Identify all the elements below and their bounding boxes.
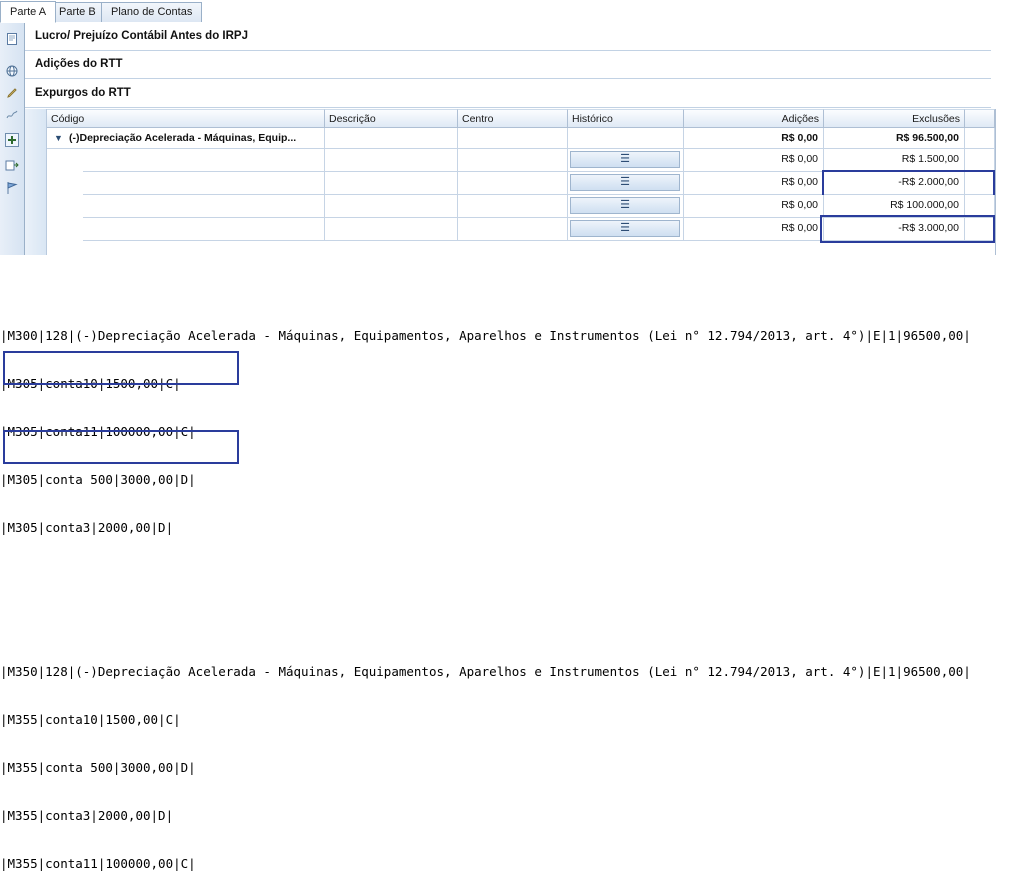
column-header-centro[interactable]: Centro (458, 109, 568, 128)
parte-a-grid (25, 23, 1031, 255)
section-row-expurgos-rtt[interactable] (25, 80, 991, 108)
register-line: |M305|conta11|100000,00|C| (0, 424, 196, 439)
cell-historico (568, 128, 684, 149)
menu-icon[interactable]: ☰ (570, 174, 680, 191)
tab-plano-de-contas[interactable]: Plano de Contas (101, 2, 202, 22)
tab-strip (0, 0, 1031, 24)
menu-icon[interactable]: ☰ (570, 151, 680, 168)
table-row[interactable] (47, 128, 995, 149)
cell-adicoes[interactable]: R$ 0,00 (684, 172, 824, 195)
cell-descricao[interactable] (325, 195, 458, 218)
cell-adicoes[interactable]: R$ 0,00 (684, 195, 824, 218)
table-row[interactable] (47, 149, 995, 172)
cell-codigo[interactable] (83, 195, 325, 218)
cell-historico[interactable] (568, 195, 684, 218)
cell-centro[interactable] (458, 149, 568, 172)
section-label: Adições do RTT (35, 58, 123, 70)
grid-body (47, 128, 995, 241)
table-row[interactable] (47, 195, 995, 218)
grid-right-edge (995, 109, 1031, 255)
document-icon[interactable] (3, 31, 21, 47)
column-header-codigo[interactable]: Código (47, 109, 325, 128)
cell-exclusoes[interactable]: R$ 1.500,00 (824, 149, 965, 172)
section-label: Expurgos do RTT (35, 87, 131, 99)
section-row-lucro[interactable] (25, 23, 991, 51)
cell-exclusoes: R$ 96.500,00 (824, 128, 965, 149)
cell-centro (458, 128, 568, 149)
menu-icon[interactable]: ☰ (570, 220, 680, 237)
column-header-extra (965, 109, 995, 128)
register-line: |M355|conta 500|3000,00|D| (0, 760, 196, 775)
cell-exclusoes[interactable]: R$ 100.000,00 (824, 195, 965, 218)
cell-extra (965, 172, 995, 195)
cell-adicoes[interactable]: R$ 0,00 (684, 149, 824, 172)
flag-icon[interactable] (3, 179, 21, 195)
signature-icon[interactable] (3, 107, 21, 123)
cell-extra (965, 195, 995, 218)
cell-centro[interactable] (458, 195, 568, 218)
register-spacer (0, 616, 1031, 632)
globe-icon[interactable] (3, 63, 21, 79)
column-header-adicoes[interactable]: Adições (684, 109, 824, 128)
cell-extra (965, 218, 995, 241)
cell-descricao[interactable] (325, 172, 458, 195)
column-header-historico[interactable]: Histórico (568, 109, 684, 128)
cell-exclusoes[interactable]: -R$ 3.000,00 (824, 218, 965, 241)
register-line: |M355|conta3|2000,00|D| (0, 808, 174, 823)
cell-historico[interactable] (568, 149, 684, 172)
cell-descricao (325, 128, 458, 149)
section-label: Lucro/ Prejuízo Contábil Antes do IRPJ (35, 30, 248, 42)
cell-historico[interactable] (568, 218, 684, 241)
menu-icon[interactable]: ☰ (570, 197, 680, 214)
cell-extra (965, 149, 995, 172)
chevron-down-icon[interactable]: ▼ (54, 133, 63, 143)
cell-adicoes: R$ 0,00 (684, 128, 824, 149)
section-row-adicoes-rtt[interactable] (25, 51, 991, 79)
cell-extra (965, 128, 995, 149)
grid-header (47, 109, 995, 128)
table-row[interactable] (47, 172, 995, 195)
cell-historico[interactable] (568, 172, 684, 195)
register-line: |M305|conta 500|3000,00|D| (0, 472, 196, 487)
tab-parte-b[interactable]: Parte B (49, 2, 106, 22)
cell-exclusoes[interactable]: -R$ 2.000,00 (824, 172, 965, 195)
pencil-icon[interactable] (3, 85, 21, 101)
cell-centro[interactable] (458, 172, 568, 195)
export-icon[interactable] (3, 155, 21, 171)
register-line: |M305|conta10|1500,00|C| (0, 376, 181, 391)
tab-parte-a[interactable]: Parte A (0, 1, 56, 23)
highlight-box-m305-lines (3, 351, 239, 385)
register-line: |M300|128|(-)Depreciação Acelerada - Máquinas, Equipamentos, Aparelhos e Instrumentos (Lei n° 12.794/2013, art. 4°)|E|1|96500,00| (0, 328, 971, 343)
cell-codigo[interactable] (83, 218, 325, 241)
cell-codigo[interactable] (83, 172, 325, 195)
register-spacer (0, 568, 1031, 584)
cell-descricao[interactable] (325, 149, 458, 172)
column-header-descricao[interactable]: Descrição (325, 109, 458, 128)
column-header-exclusoes[interactable]: Exclusões (824, 109, 965, 128)
cell-adicoes[interactable]: R$ 0,00 (684, 218, 824, 241)
register-line: |M355|conta11|100000,00|C| (0, 856, 196, 871)
add-icon[interactable] (3, 131, 21, 147)
cell-codigo: (-)Depreciação Acelerada - Máquinas, Equip... (69, 132, 297, 144)
register-line: |M305|conta3|2000,00|D| (0, 520, 174, 535)
register-line: |M355|conta10|1500,00|C| (0, 712, 181, 727)
table-row[interactable] (47, 218, 995, 241)
highlight-box-m355-lines (3, 430, 239, 464)
row-selector-gutter (25, 109, 47, 255)
cell-descricao[interactable] (325, 218, 458, 241)
register-line: |M350|128|(-)Depreciação Acelerada - Máquinas, Equipamentos, Aparelhos e Instrumentos (Lei n° 12.794/2013, art. 4°)|E|1|96500,00| (0, 664, 971, 679)
left-tool-rail (0, 23, 25, 255)
cell-codigo[interactable] (83, 149, 325, 172)
cell-centro[interactable] (458, 218, 568, 241)
